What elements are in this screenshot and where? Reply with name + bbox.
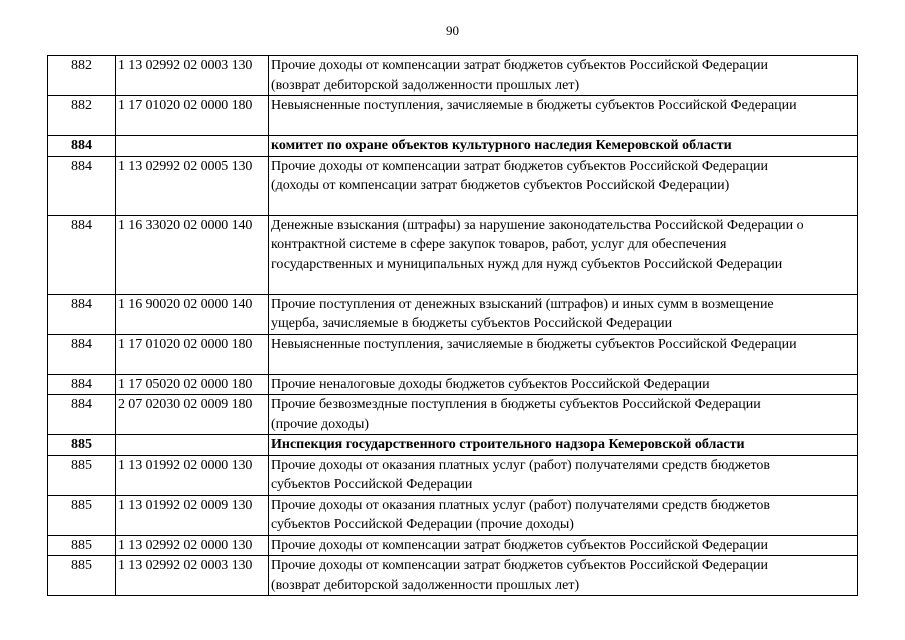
- revenue-code-cell: 1 13 02992 02 0005 130: [116, 156, 269, 215]
- revenue-name-line: (возврат дебиторской задолженности прошлых лет): [271, 77, 580, 93]
- revenue-name-cell: [269, 556, 858, 596]
- admin-code-cell: 885: [48, 495, 116, 535]
- admin-code-cell: 884: [48, 156, 116, 215]
- page-number: 90: [446, 23, 459, 38]
- table-body: [48, 56, 858, 596]
- table-row: [48, 455, 858, 495]
- table-row: [48, 374, 858, 395]
- revenue-code-cell: 1 13 01992 02 0000 130: [116, 455, 269, 495]
- revenue-name-cell: [269, 136, 858, 157]
- table-row: [48, 215, 858, 294]
- revenue-code-cell: 1 17 01020 02 0000 180: [116, 96, 269, 136]
- revenue-name-cell: [269, 535, 858, 556]
- table-row-section-header: [48, 136, 858, 157]
- revenue-name-cell: [269, 495, 858, 535]
- admin-code-cell: 885: [48, 435, 116, 456]
- revenue-name-line: Невыясненные поступления, зачисляемые в бюджеты субъектов Российской Федерации: [271, 336, 797, 352]
- revenue-code-cell: [116, 435, 269, 456]
- revenue-name-cell: [269, 156, 858, 215]
- revenue-name-cell: [269, 374, 858, 395]
- revenue-name-cell: [269, 334, 858, 374]
- table-row: [48, 556, 858, 596]
- table-row: [48, 395, 858, 435]
- table-row: [48, 96, 858, 136]
- revenue-name-line: Прочие безвозмездные поступления в бюджеты субъектов Российской Федерации: [271, 397, 761, 412]
- revenue-name-line: субъектов Российской Федерации: [271, 477, 473, 492]
- revenue-name-line: (доходы от компенсации затрат бюджетов субъектов Российской Федерации): [271, 178, 730, 193]
- revenue-name-line: комитет по охране объектов культурного наследия Кемеровской области: [271, 138, 732, 153]
- revenue-name-line: Прочие доходы от компенсации затрат бюджетов субъектов Российской Федерации: [271, 58, 768, 73]
- revenue-name-line: Прочие доходы от оказания платных услуг (работ) получателями средств бюджетов: [271, 497, 770, 513]
- revenue-name-cell: [269, 215, 858, 294]
- revenue-name-line: субъектов Российской Федерации (прочие доходы): [271, 517, 574, 532]
- revenue-name-cell: [269, 96, 858, 136]
- admin-code-cell: 884: [48, 294, 116, 334]
- admin-code-cell: 885: [48, 556, 116, 596]
- admin-code-cell: 884: [48, 374, 116, 395]
- admin-code-cell: 884: [48, 215, 116, 294]
- revenue-code-cell: 1 17 01020 02 0000 180: [116, 334, 269, 374]
- revenue-name-cell: [269, 294, 858, 334]
- revenue-name-cell: [269, 455, 858, 495]
- table-row: [48, 334, 858, 374]
- revenue-name-line: Прочие поступления от денежных взысканий (штрафов) и иных сумм в возмещение: [271, 296, 774, 312]
- revenue-name-line: Прочие доходы от компенсации затрат бюджетов субъектов Российской Федерации: [271, 158, 768, 174]
- revenue-code-cell: [116, 136, 269, 157]
- revenue-name-line: Прочие доходы от компенсации затрат бюджетов субъектов Российской Федерации: [271, 537, 768, 553]
- revenue-name-cell: [269, 435, 858, 456]
- revenue-code-cell: 1 13 01992 02 0009 130: [116, 495, 269, 535]
- revenue-name-line: государственных и муниципальных нужд для нужд субъектов Российской Федерации: [271, 256, 783, 272]
- admin-code-cell: 882: [48, 96, 116, 136]
- revenue-name-line: (прочие доходы): [271, 416, 370, 432]
- revenue-code-cell: 1 16 33020 02 0000 140: [116, 215, 269, 294]
- revenue-name-line: ущерба, зачисляемые в бюджеты субъектов Российской Федерации: [271, 316, 673, 331]
- admin-code-cell: 884: [48, 136, 116, 157]
- revenue-code-cell: 1 13 02992 02 0003 130: [116, 556, 269, 596]
- revenue-name-line: (возврат дебиторской задолженности прошлых лет): [271, 577, 580, 593]
- admin-code-cell: 885: [48, 535, 116, 556]
- admin-code-cell: 884: [48, 395, 116, 435]
- admin-code-cell: 884: [48, 334, 116, 374]
- revenue-name-line: Прочие доходы от компенсации затрат бюджетов субъектов Российской Федерации: [271, 558, 768, 573]
- revenue-code-cell: 2 07 02030 02 0009 180: [116, 395, 269, 435]
- admin-code-cell: 885: [48, 455, 116, 495]
- revenue-code-cell: 1 13 02992 02 0003 130: [116, 56, 269, 96]
- table-row-section-header: [48, 435, 858, 456]
- revenue-name-line: Прочие неналоговые доходы бюджетов субъектов Российской Федерации: [271, 376, 710, 392]
- revenue-name-line: контрактной системе в сфере закупок товаров, работ, услуг для обеспечения: [271, 237, 727, 252]
- table-row: [48, 294, 858, 334]
- revenue-code-cell: 1 16 90020 02 0000 140: [116, 294, 269, 334]
- admin-code-cell: 882: [48, 56, 116, 96]
- table-row: [48, 56, 858, 96]
- revenue-code-cell: 1 13 02992 02 0000 130: [116, 535, 269, 556]
- revenue-classification-table: [47, 55, 858, 596]
- revenue-name-line: Невыясненные поступления, зачисляемые в бюджеты субъектов Российской Федерации: [271, 98, 797, 113]
- table-row: [48, 495, 858, 535]
- table-row: [48, 156, 858, 215]
- revenue-name-cell: [269, 56, 858, 96]
- revenue-name-cell: [269, 395, 858, 435]
- revenue-code-cell: 1 17 05020 02 0000 180: [116, 374, 269, 395]
- revenue-name-line: Инспекция государственного строительного надзора Кемеровской области: [271, 437, 745, 452]
- revenue-name-line: Денежные взыскания (штрафы) за нарушение законодательства Российской Федерации о: [271, 217, 804, 233]
- revenue-name-line: Прочие доходы от оказания платных услуг (работ) получателями средств бюджетов: [271, 457, 770, 473]
- table-row: [48, 535, 858, 556]
